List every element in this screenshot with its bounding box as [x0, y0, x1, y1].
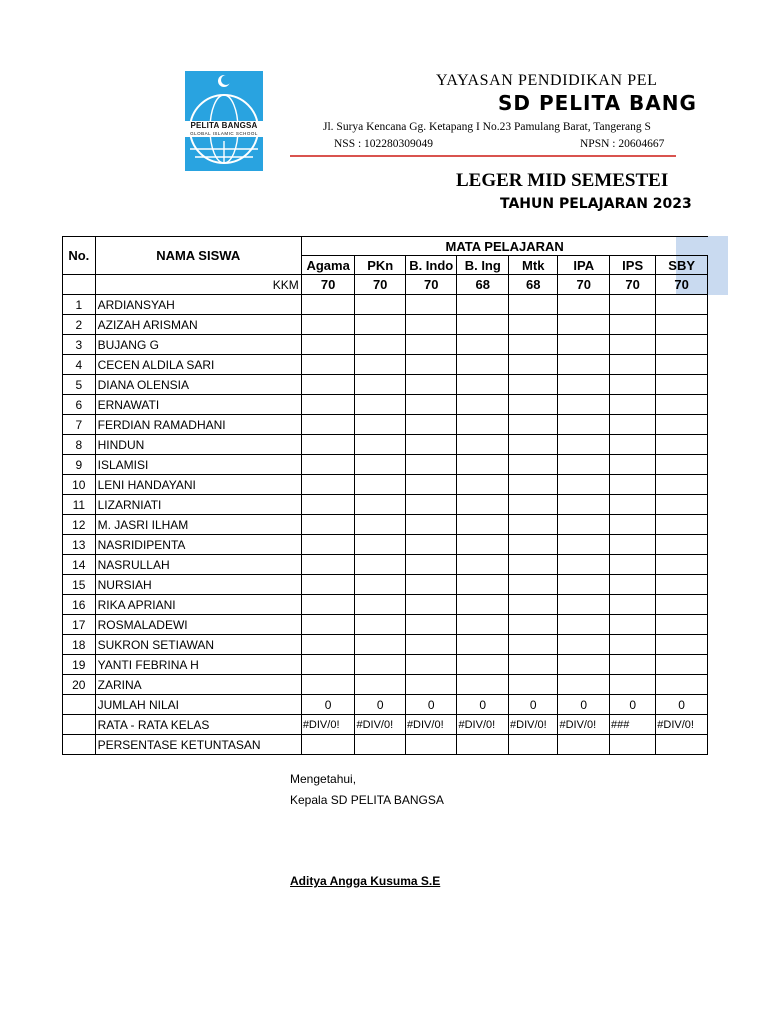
jumlah-nilai-value: 0 [457, 695, 509, 715]
grade-cell [405, 395, 457, 415]
summary-blank [63, 695, 96, 715]
sign-mengetahui: Mengetahui, [290, 772, 357, 786]
document-title: LEGER MID SEMESTEI [456, 170, 669, 191]
student-name: AZIZAH ARISMAN [95, 315, 301, 335]
grade-cell [509, 295, 558, 315]
table-row [63, 575, 708, 595]
table-row [63, 415, 708, 435]
grade-cell [405, 615, 457, 635]
grade-cell [405, 355, 457, 375]
rata-kelas-value: ### [610, 715, 656, 735]
grade-cell [509, 315, 558, 335]
nss-number: NSS : 102280309049 [334, 138, 434, 150]
student-no: 5 [63, 375, 96, 395]
grade-cell [610, 615, 656, 635]
grade-cell [610, 475, 656, 495]
mata-pelajaran-header: MATA PELAJARAN [301, 237, 707, 256]
student-no: 9 [63, 455, 96, 475]
student-name: LIZARNIATI [95, 495, 301, 515]
grade-cell [509, 475, 558, 495]
col-header-name: NAMA SISWA [95, 237, 301, 275]
kkm-value: 70 [656, 275, 708, 295]
grade-cell [301, 295, 355, 315]
grade-cell [355, 315, 405, 335]
grade-cell [405, 375, 457, 395]
grade-cell [405, 555, 457, 575]
student-no: 15 [63, 575, 96, 595]
table-row [63, 535, 708, 555]
grade-cell [457, 415, 509, 435]
persentase-ketuntasan-row [63, 735, 708, 755]
student-no: 20 [63, 675, 96, 695]
summary-blank [63, 735, 96, 755]
grade-cell [355, 335, 405, 355]
rata-kelas-value: #DIV/0! [509, 715, 558, 735]
student-no: 16 [63, 595, 96, 615]
student-name: ARDIANSYAH [95, 295, 301, 315]
grade-cell [355, 495, 405, 515]
student-name: FERDIAN RAMADHANI [95, 415, 301, 435]
subject-header: Agama [301, 256, 355, 275]
grade-cell [301, 595, 355, 615]
persentase-ketuntasan-value [656, 735, 708, 755]
grade-cell [558, 435, 610, 455]
student-no: 4 [63, 355, 96, 375]
grade-cell [405, 295, 457, 315]
grade-cell [509, 535, 558, 555]
grade-cell [457, 355, 509, 375]
school-logo [185, 71, 263, 171]
grade-cell [610, 495, 656, 515]
kkm-value: 70 [610, 275, 656, 295]
grade-cell [457, 575, 509, 595]
kkm-value: 68 [509, 275, 558, 295]
grade-cell [558, 495, 610, 515]
grade-cell [558, 555, 610, 575]
grade-cell [558, 575, 610, 595]
grade-cell [610, 435, 656, 455]
kkm-blank [63, 275, 96, 295]
grade-cell [509, 435, 558, 455]
persentase-ketuntasan-value [301, 735, 355, 755]
grade-cell [301, 475, 355, 495]
kkm-label: KKM [95, 275, 301, 295]
student-name: YANTI FEBRINA H [95, 655, 301, 675]
grade-cell [610, 515, 656, 535]
student-name: SUKRON SETIAWAN [95, 635, 301, 655]
grade-cell [656, 335, 708, 355]
table-row [63, 675, 708, 695]
grade-cell [558, 675, 610, 695]
student-name: ROSMALADEWI [95, 615, 301, 635]
jumlah-nilai-label: JUMLAH NILAI [95, 695, 301, 715]
jumlah-nilai-value: 0 [405, 695, 457, 715]
kkm-value: 70 [301, 275, 355, 295]
grade-cell [355, 575, 405, 595]
table-row [63, 355, 708, 375]
grade-cell [610, 315, 656, 335]
grade-cell [405, 495, 457, 515]
student-name: NASRIDIPENTA [95, 535, 301, 555]
subject-header: B. Ing [457, 256, 509, 275]
npsn-number: NPSN : 20604667 [580, 138, 665, 150]
subject-header: IPA [558, 256, 610, 275]
grade-cell [610, 455, 656, 475]
student-no: 2 [63, 315, 96, 335]
sign-role: Kepala SD PELITA BANGSA [290, 793, 444, 807]
student-no: 10 [63, 475, 96, 495]
grade-cell [301, 335, 355, 355]
grade-cell [509, 655, 558, 675]
subject-header: SBY [656, 256, 708, 275]
grade-cell [405, 635, 457, 655]
table-row [63, 655, 708, 675]
kkm-value: 70 [355, 275, 405, 295]
leger-table [62, 236, 708, 755]
grade-cell [405, 675, 457, 695]
student-name: ZARINA [95, 675, 301, 695]
student-name: DIANA OLENSIA [95, 375, 301, 395]
grade-cell [355, 535, 405, 555]
grade-cell [301, 635, 355, 655]
grade-cell [656, 655, 708, 675]
grade-cell [301, 655, 355, 675]
jumlah-nilai-value: 0 [558, 695, 610, 715]
grade-cell [509, 555, 558, 575]
student-no: 14 [63, 555, 96, 575]
grade-cell [405, 335, 457, 355]
grade-cell [656, 615, 708, 635]
grade-cell [457, 475, 509, 495]
grade-cell [656, 515, 708, 535]
grade-cell [509, 635, 558, 655]
grade-cell [355, 655, 405, 675]
academic-year: TAHUN PELAJARAN 2023 [500, 196, 692, 212]
grade-cell [301, 555, 355, 575]
jumlah-nilai-value: 0 [509, 695, 558, 715]
rata-kelas-value: #DIV/0! [656, 715, 708, 735]
grade-cell [301, 615, 355, 635]
grade-cell [355, 355, 405, 375]
grade-cell [301, 355, 355, 375]
persentase-ketuntasan-value [610, 735, 656, 755]
subject-header: B. Indo [405, 256, 457, 275]
school-address: Jl. Surya Kencana Gg. Ketapang I No.23 Pamulang Barat, Tangerang S [323, 121, 651, 133]
grade-cell [558, 595, 610, 615]
grade-cell [405, 455, 457, 475]
grade-cell [509, 615, 558, 635]
grade-cell [610, 295, 656, 315]
rata-kelas-row [63, 715, 708, 735]
table-row [63, 375, 708, 395]
grade-cell [558, 315, 610, 335]
table-row [63, 435, 708, 455]
grade-cell [656, 635, 708, 655]
grade-cell [656, 675, 708, 695]
grade-cell [509, 375, 558, 395]
table-row [63, 515, 708, 535]
grade-cell [656, 455, 708, 475]
grade-cell [558, 395, 610, 415]
grade-cell [355, 395, 405, 415]
subject-header: Mtk [509, 256, 558, 275]
grade-cell [405, 315, 457, 335]
grade-cell [457, 335, 509, 355]
grade-cell [558, 375, 610, 395]
jumlah-nilai-value: 0 [301, 695, 355, 715]
rata-kelas-value: #DIV/0! [558, 715, 610, 735]
grade-cell [610, 575, 656, 595]
grade-cell [301, 515, 355, 535]
grade-cell [355, 555, 405, 575]
student-no: 8 [63, 435, 96, 455]
student-no: 13 [63, 535, 96, 555]
grade-cell [457, 535, 509, 555]
grade-cell [457, 555, 509, 575]
grade-cell [656, 435, 708, 455]
persentase-ketuntasan-value [457, 735, 509, 755]
student-no: 6 [63, 395, 96, 415]
table-row [63, 555, 708, 575]
student-no: 1 [63, 295, 96, 315]
subject-header: PKn [355, 256, 405, 275]
student-name: ERNAWATI [95, 395, 301, 415]
grade-cell [457, 315, 509, 335]
grade-cell [301, 535, 355, 555]
grade-cell [509, 455, 558, 475]
grade-cell [405, 575, 457, 595]
grade-cell [301, 375, 355, 395]
grade-cell [457, 595, 509, 615]
jumlah-nilai-value: 0 [610, 695, 656, 715]
grade-cell [656, 295, 708, 315]
persentase-ketuntasan-value [355, 735, 405, 755]
student-no: 17 [63, 615, 96, 635]
grade-cell [509, 335, 558, 355]
grade-cell [656, 495, 708, 515]
kkm-value: 68 [457, 275, 509, 295]
grade-cell [656, 375, 708, 395]
table-row [63, 295, 708, 315]
grade-cell [610, 415, 656, 435]
grade-cell [405, 655, 457, 675]
grade-cell [355, 675, 405, 695]
student-no: 11 [63, 495, 96, 515]
grade-cell [509, 495, 558, 515]
student-name: HINDUN [95, 435, 301, 455]
grade-cell [558, 335, 610, 355]
table-row [63, 495, 708, 515]
persentase-ketuntasan-value [558, 735, 610, 755]
grade-cell [405, 535, 457, 555]
student-name: RIKA APRIANI [95, 595, 301, 615]
grade-cell [405, 435, 457, 455]
grade-cell [558, 655, 610, 675]
student-name: ISLAMISI [95, 455, 301, 475]
table-row [63, 615, 708, 635]
jumlah-nilai-row [63, 695, 708, 715]
grade-cell [610, 375, 656, 395]
grade-cell [656, 475, 708, 495]
grade-cell [301, 395, 355, 415]
grade-cell [558, 415, 610, 435]
grade-cell [355, 455, 405, 475]
grade-cell [355, 615, 405, 635]
table-row [63, 335, 708, 355]
grade-cell [301, 315, 355, 335]
grade-cell [457, 375, 509, 395]
grade-cell [301, 435, 355, 455]
jumlah-nilai-value: 0 [656, 695, 708, 715]
grade-cell [457, 435, 509, 455]
grade-cell [610, 535, 656, 555]
grade-cell [457, 635, 509, 655]
grade-cell [405, 415, 457, 435]
persentase-ketuntasan-value [405, 735, 457, 755]
student-no: 18 [63, 635, 96, 655]
grade-cell [355, 435, 405, 455]
student-name: NURSIAH [95, 575, 301, 595]
student-name: NASRULLAH [95, 555, 301, 575]
grade-cell [558, 615, 610, 635]
grade-cell [301, 455, 355, 475]
grade-cell [656, 595, 708, 615]
student-no: 3 [63, 335, 96, 355]
grade-cell [457, 655, 509, 675]
foundation-name: YAYASAN PENDIDIKAN PEL [436, 72, 658, 89]
grade-cell [656, 535, 708, 555]
persentase-ketuntasan-value [509, 735, 558, 755]
grade-cell [457, 295, 509, 315]
logo-name: PELITA BANGSA [185, 121, 263, 131]
grade-cell [355, 415, 405, 435]
grade-cell [405, 595, 457, 615]
grade-cell [610, 675, 656, 695]
grade-cell [509, 415, 558, 435]
grade-cell [656, 355, 708, 375]
grade-cell [610, 595, 656, 615]
kkm-value: 70 [405, 275, 457, 295]
col-header-no: No. [63, 237, 96, 275]
grade-cell [457, 455, 509, 475]
grade-cell [301, 415, 355, 435]
logo-tagline: GLOBAL ISLAMIC SCHOOL [185, 131, 263, 137]
grade-cell [355, 515, 405, 535]
persentase-ketuntasan-label: PERSENTASE KETUNTASAN [95, 735, 301, 755]
rata-kelas-value: #DIV/0! [355, 715, 405, 735]
grade-cell [558, 635, 610, 655]
grade-cell [509, 575, 558, 595]
table-row [63, 395, 708, 415]
table-row [63, 475, 708, 495]
grade-cell [355, 295, 405, 315]
grade-cell [558, 455, 610, 475]
crescent-icon [217, 74, 231, 88]
student-name: LENI HANDAYANI [95, 475, 301, 495]
grade-cell [457, 515, 509, 535]
grade-cell [610, 555, 656, 575]
student-name: CECEN ALDILA SARI [95, 355, 301, 375]
subject-header: IPS [610, 256, 656, 275]
summary-blank [63, 715, 96, 735]
grade-cell [558, 295, 610, 315]
grade-cell [656, 555, 708, 575]
student-no: 7 [63, 415, 96, 435]
grade-cell [457, 675, 509, 695]
grade-cell [656, 575, 708, 595]
grade-cell [656, 395, 708, 415]
grade-cell [509, 355, 558, 375]
grade-cell [509, 595, 558, 615]
header-divider [290, 155, 676, 157]
rata-kelas-value: #DIV/0! [405, 715, 457, 735]
grade-cell [355, 475, 405, 495]
sign-name: Aditya Angga Kusuma S.E [290, 874, 441, 888]
grade-cell [457, 615, 509, 635]
grade-cell [301, 675, 355, 695]
table-row [63, 595, 708, 615]
grade-cell [558, 515, 610, 535]
rata-kelas-label: RATA - RATA KELAS [95, 715, 301, 735]
grade-cell [656, 415, 708, 435]
table-row [63, 635, 708, 655]
student-name: BUJANG G [95, 335, 301, 355]
school-name: SD PELITA BANG [498, 91, 697, 115]
grade-cell [301, 495, 355, 515]
grade-cell [610, 395, 656, 415]
rata-kelas-value: #DIV/0! [457, 715, 509, 735]
jumlah-nilai-value: 0 [355, 695, 405, 715]
grade-cell [355, 375, 405, 395]
grade-cell [610, 355, 656, 375]
grade-cell [610, 635, 656, 655]
grade-cell [355, 595, 405, 615]
student-no: 19 [63, 655, 96, 675]
table-row [63, 315, 708, 335]
grade-cell [656, 315, 708, 335]
grade-cell [355, 635, 405, 655]
grade-cell [509, 395, 558, 415]
rata-kelas-value: #DIV/0! [301, 715, 355, 735]
grade-cell [558, 535, 610, 555]
grade-cell [509, 675, 558, 695]
grade-cell [610, 335, 656, 355]
grade-cell [457, 495, 509, 515]
grade-cell [405, 475, 457, 495]
student-no: 12 [63, 515, 96, 535]
grade-cell [405, 515, 457, 535]
grade-cell [610, 655, 656, 675]
grade-cell [509, 515, 558, 535]
kkm-value: 70 [558, 275, 610, 295]
student-name: M. JASRI ILHAM [95, 515, 301, 535]
table-row [63, 455, 708, 475]
grade-cell [558, 475, 610, 495]
grade-cell [558, 355, 610, 375]
grade-cell [301, 575, 355, 595]
grade-cell [457, 395, 509, 415]
